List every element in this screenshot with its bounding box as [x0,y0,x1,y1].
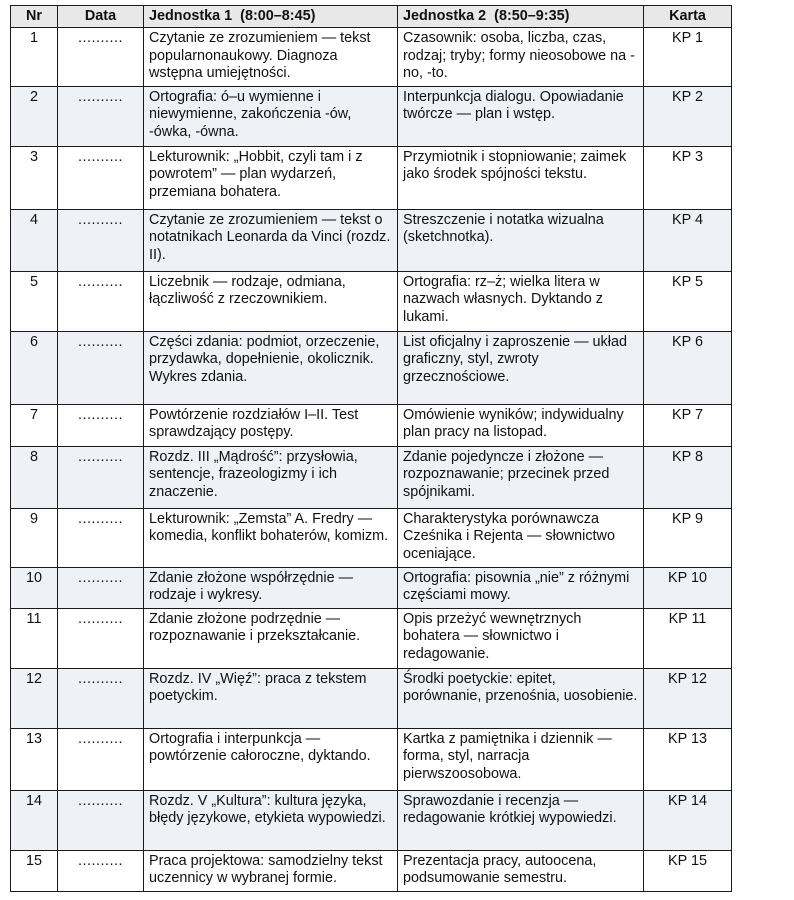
row-unit-2: Opis przeżyć wewnętrznych bohatera — słownictwo i redagowanie. [398,608,644,668]
table-row [11,850,732,891]
row-unit-2: Przymiotnik i stopniowanie; zaimek jako środek spójności tekstu. [398,146,644,209]
row-unit-1: Praca projektowa: samodzielny tekst uczennicy w wybranej formie. [144,850,398,891]
row-worksheet: KP 3 [644,146,732,209]
table-header [11,6,732,28]
header-data: Data [58,6,144,28]
row-unit-1: Lekturownik: „Hobbit, czyli tam i z powrotem” — plan wydarzeń, przemiana bohatera. [144,146,398,209]
row-worksheet: KP 15 [644,850,732,891]
row-number: 12 [11,668,58,728]
row-date-placeholder: .......... [58,331,144,404]
row-number: 15 [11,850,58,891]
row-date-placeholder: .......... [58,446,144,508]
table-row [11,331,732,404]
row-unit-1: Ortografia i interpunkcja — powtórzenie całoroczne, dyktando. [144,728,398,790]
row-worksheet: KP 1 [644,28,732,87]
row-worksheet: KP 14 [644,790,732,850]
row-number: 13 [11,728,58,790]
row-unit-2: Sprawozdanie i recenzja — redagowanie krótkiej wypowiedzi. [398,790,644,850]
row-date-placeholder: .......... [58,790,144,850]
row-unit-1: Rozdz. IV „Więź”: praca z tekstem poetyckim. [144,668,398,728]
row-date-placeholder: .......... [58,28,144,87]
row-worksheet: KP 9 [644,508,732,567]
row-unit-1: Czytanie ze zrozumieniem — tekst o notatnikach Leonarda da Vinci (rozdz. II). [144,209,398,271]
table-row [11,790,732,850]
row-worksheet: KP 10 [644,567,732,608]
row-unit-2: Kartka z pamiętnika i dziennik — forma, styl, narracja pierwszoosobowa. [398,728,644,790]
row-number: 14 [11,790,58,850]
table-body [11,28,732,892]
row-date-placeholder: .......... [58,404,144,446]
table-row [11,271,732,331]
row-worksheet: KP 11 [644,608,732,668]
row-unit-2: List oficjalny i zaproszenie — układ graficzny, styl, zwroty grzecznościowe. [398,331,644,404]
row-number: 7 [11,404,58,446]
row-date-placeholder: .......... [58,850,144,891]
table-row [11,146,732,209]
row-number: 4 [11,209,58,271]
row-unit-1: Ortografia: ó–u wymienne i niewymienne, zakończenia -ów, -ówka, -ówna. [144,86,398,146]
row-unit-1: Powtórzenie rozdziałów I–II. Test sprawdzający postępy. [144,404,398,446]
row-date-placeholder: .......... [58,209,144,271]
lesson-plan-table [10,5,732,892]
row-worksheet: KP 7 [644,404,732,446]
table-row [11,668,732,728]
row-number: 2 [11,86,58,146]
row-unit-2: Prezentacja pracy, autoocena, podsumowanie semestru. [398,850,644,891]
table-row [11,567,732,608]
row-date-placeholder: .......... [58,271,144,331]
header-nr: Nr [11,6,58,28]
row-unit-1: Lekturownik: „Zemsta” A. Fredry — komedia, konflikt bohaterów, komizm. [144,508,398,567]
table-row [11,28,732,87]
row-unit-1: Zdanie złożone współrzędnie — rodzaje i wykresy. [144,567,398,608]
row-number: 8 [11,446,58,508]
table-row [11,608,732,668]
row-date-placeholder: .......... [58,728,144,790]
row-unit-2: Omówienie wyników; indywidualny plan pracy na listopad. [398,404,644,446]
table-row [11,446,732,508]
lesson-plan-page [10,5,731,892]
row-unit-2: Streszczenie i notatka wizualna (sketchnotka). [398,209,644,271]
row-unit-2: Ortografia: pisownia „nie” z różnymi częściami mowy. [398,567,644,608]
row-worksheet: KP 4 [644,209,732,271]
row-unit-1: Rozdz. V „Kultura”: kultura języka, błędy językowe, etykieta wypowiedzi. [144,790,398,850]
row-date-placeholder: .......... [58,86,144,146]
row-worksheet: KP 8 [644,446,732,508]
row-number: 10 [11,567,58,608]
row-number: 3 [11,146,58,209]
row-worksheet: KP 2 [644,86,732,146]
row-number: 6 [11,331,58,404]
row-date-placeholder: .......... [58,608,144,668]
table-row [11,86,732,146]
table-row [11,404,732,446]
row-date-placeholder: .......... [58,508,144,567]
row-unit-2: Środki poetyckie: epitet, porównanie, przenośnia, uosobienie. [398,668,644,728]
row-worksheet: KP 5 [644,271,732,331]
row-unit-2: Czasownik: osoba, liczba, czas, rodzaj; tryby; formy nieosobowe na -no, -to. [398,28,644,87]
row-number: 5 [11,271,58,331]
row-date-placeholder: .......... [58,567,144,608]
row-unit-2: Interpunkcja dialogu. Opowiadanie twórcze — plan i wstęp. [398,86,644,146]
row-number: 1 [11,28,58,87]
row-date-placeholder: .......... [58,146,144,209]
row-unit-1: Liczebnik — rodzaje, odmiana, łączliwość z rzeczownikiem. [144,271,398,331]
header-jednostka-2: Jednostka 2 (8:50–9:35) [398,6,644,28]
table-row [11,508,732,567]
row-number: 11 [11,608,58,668]
header-jednostka-1: Jednostka 1 (8:00–8:45) [144,6,398,28]
row-unit-1: Części zdania: podmiot, orzeczenie, przydawka, dopełnienie, okolicznik. Wykres zdania. [144,331,398,404]
row-unit-1: Zdanie złożone podrzędnie — rozpoznawanie i przekształcanie. [144,608,398,668]
row-unit-1: Czytanie ze zrozumieniem — tekst popularnonaukowy. Diagnoza wstępna umiejętności. [144,28,398,87]
row-unit-2: Charakterystyka porównawcza Cześnika i Rejenta — słownictwo oceniające. [398,508,644,567]
header-row [11,6,732,28]
table-row [11,209,732,271]
row-worksheet: KP 12 [644,668,732,728]
row-number: 9 [11,508,58,567]
row-unit-1: Rozdz. III „Mądrość”: przysłowia, sentencje, frazeologizmy i ich znaczenie. [144,446,398,508]
row-unit-2: Ortografia: rz–ż; wielka litera w nazwach własnych. Dyktando z lukami. [398,271,644,331]
header-karta: Karta [644,6,732,28]
row-date-placeholder: .......... [58,668,144,728]
row-worksheet: KP 6 [644,331,732,404]
table-row [11,728,732,790]
row-unit-2: Zdanie pojedyncze i złożone — rozpoznawanie; przecinek przed spójnikami. [398,446,644,508]
row-worksheet: KP 13 [644,728,732,790]
